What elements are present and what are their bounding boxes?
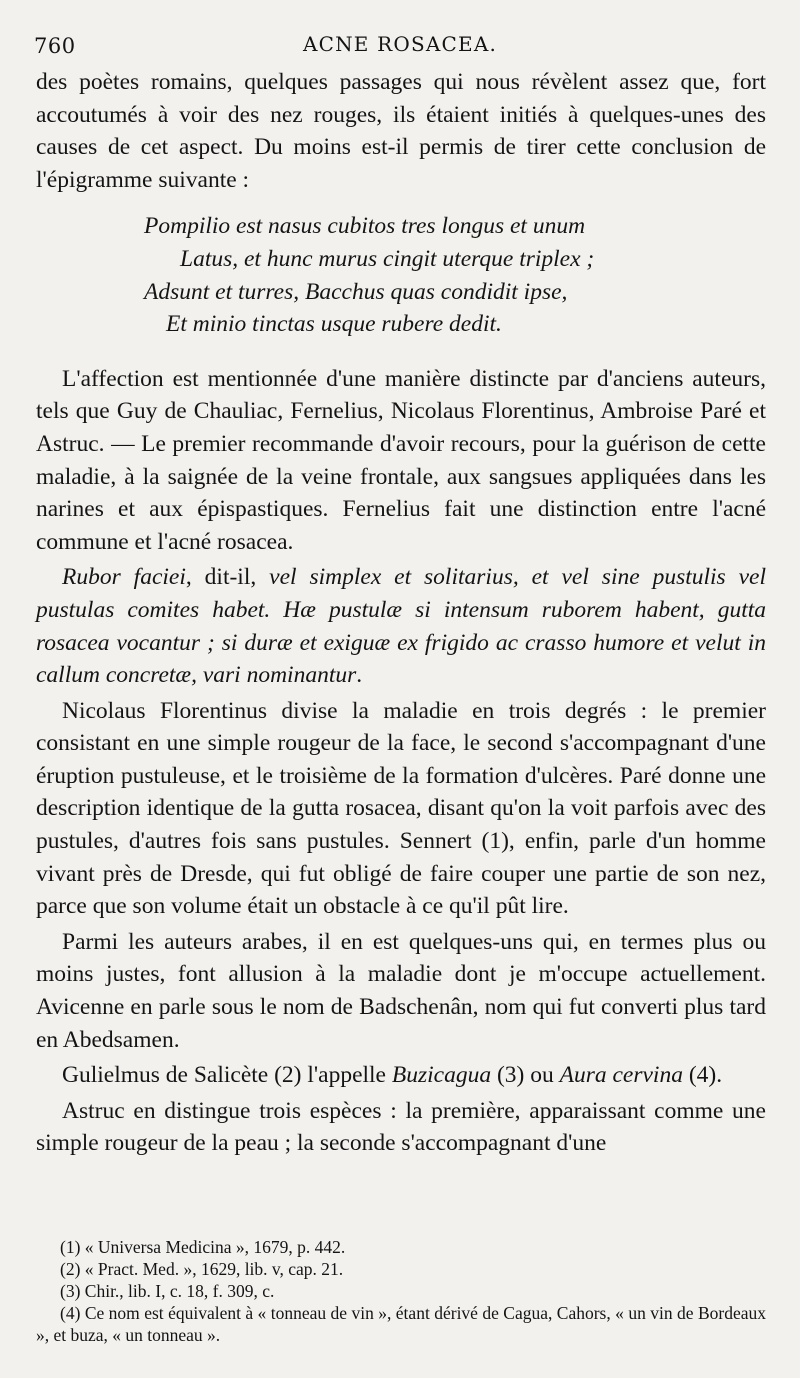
footnote: (4) Ce nom est équivalent à « tonneau de vin », étant dérivé de Cagua, Cahors, « un vin de Bordeaux », et buza, « un tonneau ». (36, 1303, 766, 1345)
paragraph-salicete (36, 1059, 766, 1092)
inline-text: Gulielmus de Salicète (2) l'appelle (62, 1062, 392, 1089)
paragraph-florentinus: Nicolaus Florentinus divise la maladie en trois degrés : le premier consistant en une simple rougeur de la face, le second s'accompagnant d'une éruption pustuleuse, et le troisième de la formation d'ulcères. Paré donne une description identique de la gutta rosacea, disant qu'on la voit parfois avec des pustules, d'autres fois sans pustules. Sennert (1), enfin, parle d'un homme vivant près de Dresde, qui fut obligé de faire couper une partie de son nez, parce que son volume était un obstacle à ce qu'il pût lire. (36, 697, 766, 920)
inline-text: (3) ou (491, 1062, 560, 1089)
footnote: (3) Chir., lib. I, c. 18, f. 309, c. (60, 1281, 275, 1301)
latin-quote: vel simplex et solitarius, et vel sine pustulis vel pustulas comites habet. Hæ pustulæ si intensum ruborem habent, gutta rosacea vocantur ; si duræ et exiguæ ex frigido ac crasso humore et velut in callum concretæ, vari nominantur (36, 564, 766, 689)
verse-line: Adsunt et turres, Bacchus quas condidit ipse, (144, 278, 568, 305)
verse-line: Pompilio est nasus cubitos tres longus et unum (144, 213, 586, 240)
inline-text: (4). (682, 1062, 723, 1089)
paragraph-astruc: Astruc en distingue trois espèces : la première, apparaissant comme une simple rougeur de la peau ; la seconde s'accompagnant d'une (36, 1097, 766, 1157)
inline-text: . (356, 662, 363, 689)
footnote: (2) « Pract. Med. », 1629, lib. v, cap. 21. (60, 1259, 344, 1279)
inline-text: , dit-il, (185, 564, 270, 591)
paragraph-arab-authors: Parmi les auteurs arabes, il en est quelques-uns qui, en termes plus ou moins justes, font allusion à la maladie dont je m'occupe actuellement. Avicenne en parle sous le nom de Badschenân, nom qui fut converti plus tard en Abedsamen. (36, 928, 766, 1053)
paragraph-fernelius-quote (36, 561, 766, 691)
latin-epigram (36, 210, 766, 340)
paragraph-ancient-authors: L'affection est mentionnée d'une manière distincte par d'anciens auteurs, tels que Guy de Chauliac, Fernelius, Nicolaus Florentinus, Ambroise Paré et Astruc. — Le premier recommande d'avoir recours, pour la guérison de cette maladie, à la saignée de la veine frontale, aux sangsues appliquées dans les narines et aux épispastiques. Fernelius fait une distinction entre l'acné commune et l'acné rosacea. (36, 365, 766, 555)
page-header (34, 28, 766, 62)
term-buzicagua: Buzicagua (391, 1062, 492, 1089)
verse-line: Et minio tinctas usque rubere dedit. (166, 311, 502, 338)
latin-phrase: Rubor faciei (62, 564, 186, 591)
running-title: ACNE ROSACEA. (302, 32, 498, 56)
page-number: 760 (34, 34, 76, 58)
footnote: (1) « Universa Medicina », 1679, p. 442. (60, 1237, 346, 1257)
footnotes (36, 1236, 766, 1346)
term-aura-cervina: Aura cervina (559, 1062, 683, 1089)
verse-line: Latus, et hunc murus cingit uterque triplex ; (180, 245, 595, 272)
paragraph-intro: des poètes romains, quelques passages qui nous révèlent assez que, fort accoutumés à voir des nez rouges, ils étaient initiés à quelques-unes des causes de cet aspect. Du moins est-il permis de tirer cette conclusion de l'épigramme suivante : (36, 69, 766, 193)
main-text (36, 66, 766, 1160)
